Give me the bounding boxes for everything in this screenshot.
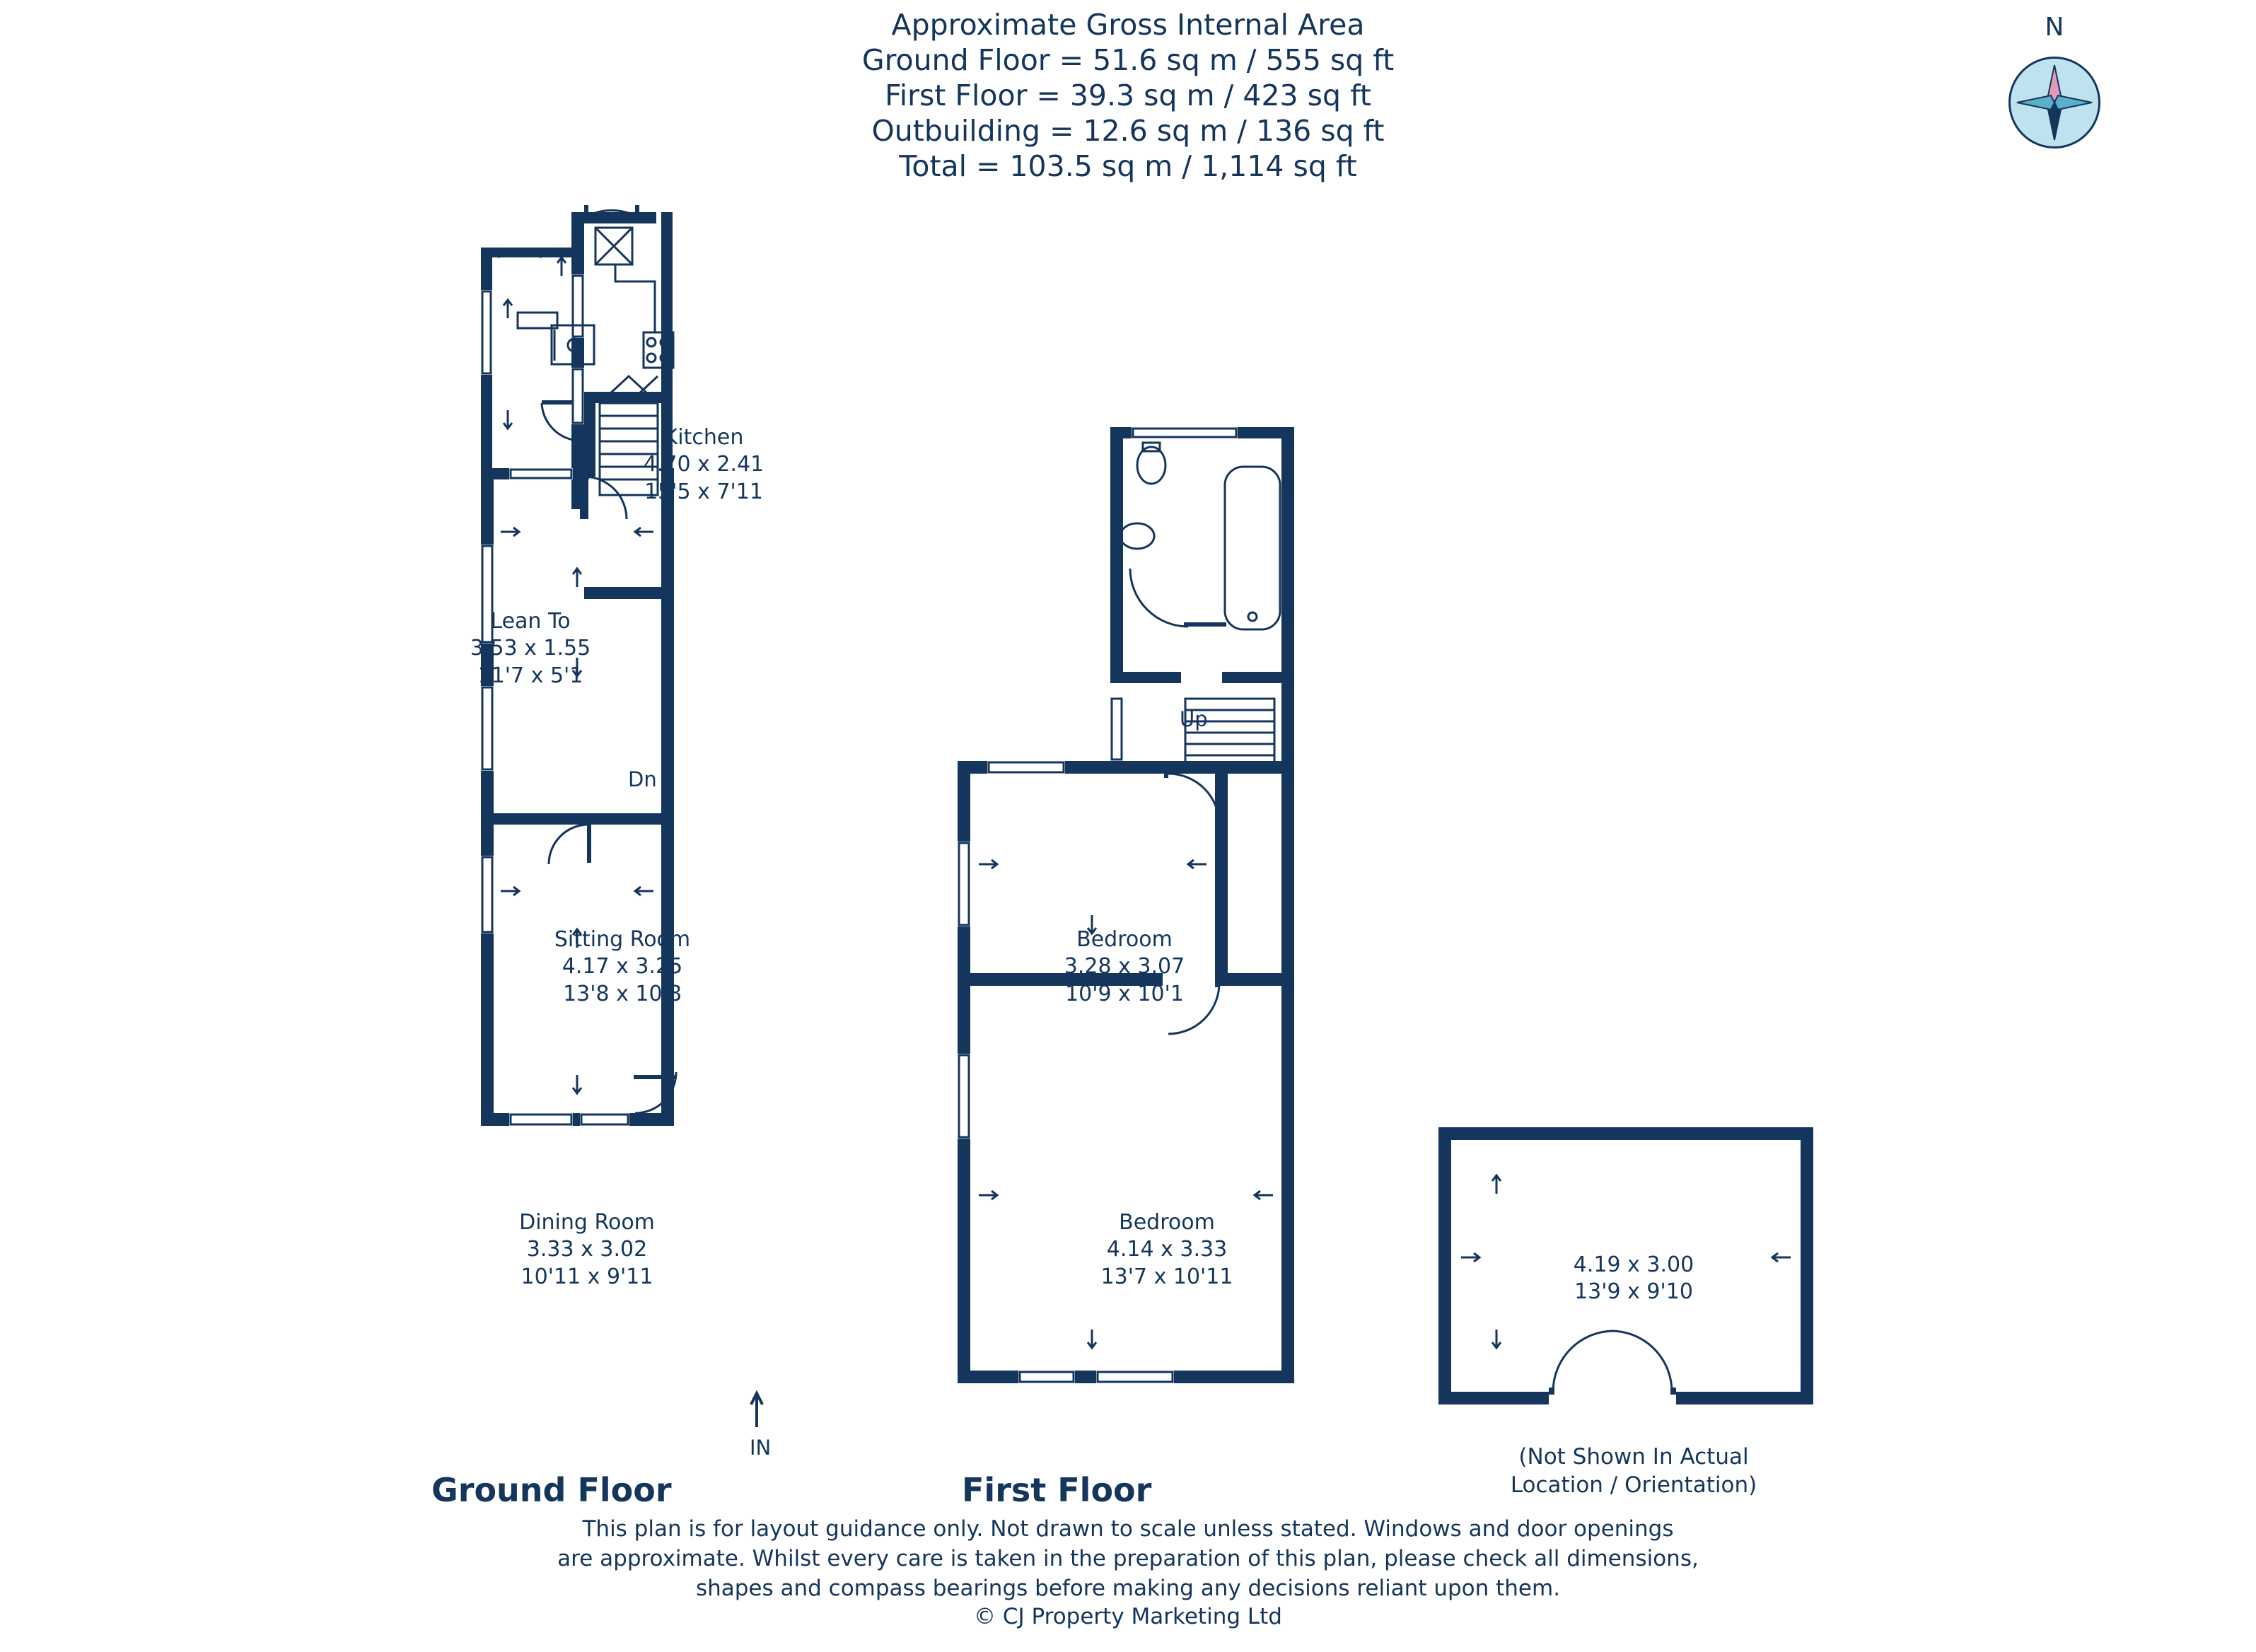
- area-summary-line-4: Outbuilding = 12.6 sq m / 136 sq ft: [871, 114, 1385, 149]
- outbuilding-note-line-2: Location / Orientation): [1510, 1472, 1757, 1499]
- room-name-bedroom-1: Bedroom: [1076, 927, 1173, 952]
- area-summary-line-2: Ground Floor = 51.6 sq m / 555 sq ft: [861, 43, 1395, 78]
- room-imperial-dining-room: 10'11 x 9'11: [521, 1264, 653, 1289]
- room-name-lean-to: Lean To: [490, 609, 571, 634]
- compass-needle-icon: [2008, 57, 2100, 149]
- stairs-down-label: Dn: [628, 767, 657, 791]
- room-metric-kitchen: 4.70 x 2.41: [643, 452, 764, 477]
- room-label-dining-room: [481, 1209, 693, 1291]
- room-label-sitting-room: [516, 926, 728, 1008]
- room-imperial-kitchen: 15'5 x 7'11: [644, 479, 763, 504]
- disclaimer-line-2: are approximate. Whilst every care is taken in the preparation of this plan, please check all dimensions,: [557, 1545, 1699, 1571]
- area-summary-line-5: Total = 103.5 sq m / 1,114 sq ft: [899, 149, 1357, 184]
- room-metric-dining-room: 3.33 x 3.02: [526, 1237, 648, 1262]
- disclaimer-line-3: shapes and compass bearings before making any decisions reliant upon them.: [695, 1575, 1561, 1601]
- room-label-lean-to: [424, 608, 636, 690]
- room-metric-bedroom-1: 3.28 x 3.07: [1064, 954, 1185, 979]
- copyright-notice: © CJ Property Marketing Ltd: [974, 1604, 1282, 1629]
- room-label-bedroom-1: [1018, 926, 1231, 1008]
- room-metric-sitting-room: 4.17 x 3.25: [562, 954, 683, 979]
- stairs-up-label: Up: [1180, 707, 1208, 731]
- room-imperial-lean-to: 11'7 x 5'1: [477, 663, 583, 688]
- room-imperial-bedroom-2: 13'7 x 10'11: [1100, 1264, 1233, 1289]
- room-imperial-bedroom-1: 10'9 x 10'1: [1065, 981, 1184, 1006]
- area-summary: [0, 7, 2256, 184]
- room-metric-outbuilding: 4.19 x 3.00: [1573, 1252, 1694, 1277]
- room-metric-bedroom-2: 4.14 x 3.33: [1106, 1237, 1228, 1262]
- compass-north-label: N: [2045, 13, 2064, 42]
- room-metric-lean-to: 3.53 x 1.55: [470, 636, 591, 661]
- outbuilding-note-line-1: (Not Shown In Actual: [1518, 1444, 1749, 1470]
- outbuilding-note: [1436, 1443, 1832, 1500]
- room-name-sitting-room: Sitting Room: [554, 927, 691, 952]
- room-name-bedroom-2: Bedroom: [1119, 1210, 1215, 1235]
- entrance-label: [750, 1436, 771, 1460]
- room-label-outbuilding: [1506, 1252, 1761, 1306]
- room-imperial-sitting-room: 13'8 x 10'8: [563, 981, 682, 1006]
- entrance-label-text: IN: [750, 1436, 772, 1460]
- ground-floor-title: Ground Floor: [431, 1471, 672, 1509]
- first-floor-title: First Floor: [962, 1471, 1152, 1509]
- room-imperial-outbuilding: 13'9 x 9'10: [1574, 1279, 1693, 1305]
- compass-rose: [2008, 13, 2100, 149]
- area-summary-line-1: Approximate Gross Internal Area: [891, 8, 1365, 42]
- disclaimer-line-1: This plan is for layout guidance only. Not drawn to scale unless stated. Windows and door openings: [582, 1516, 1674, 1542]
- plan-disclaimer: [0, 1515, 2256, 1604]
- room-label-bedroom-2: [1061, 1209, 1273, 1291]
- room-name-dining-room: Dining Room: [519, 1210, 655, 1235]
- room-label-kitchen: [598, 424, 810, 506]
- room-name-kitchen: Kitchen: [663, 425, 744, 450]
- entrance-arrow-icon: [743, 1386, 771, 1429]
- area-summary-line-3: First Floor = 39.3 sq m / 423 sq ft: [885, 78, 1371, 113]
